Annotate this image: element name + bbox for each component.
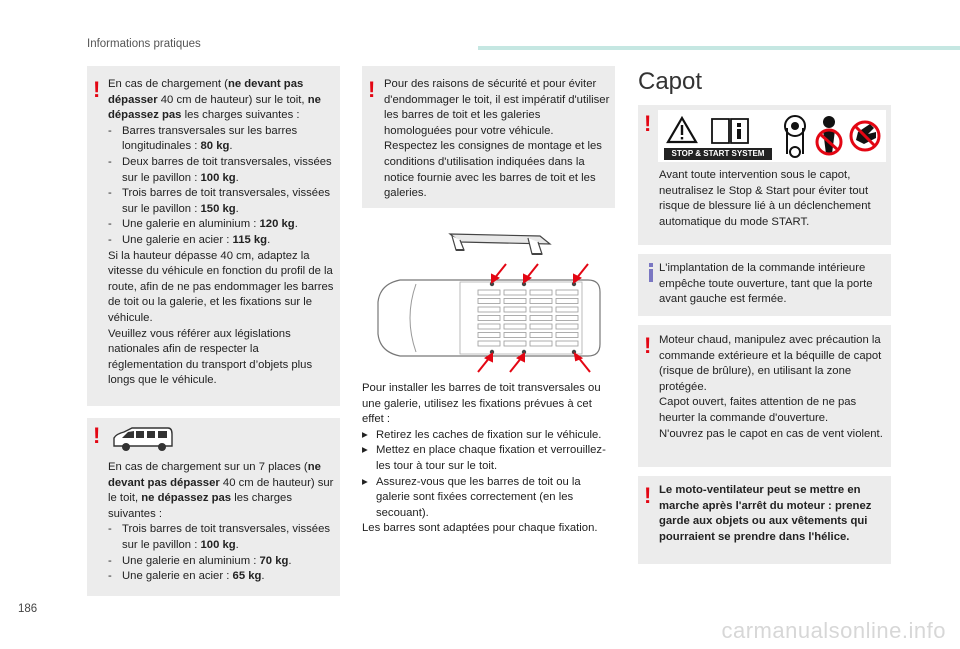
list-item: - Une galerie en acier : 65 kg. [108, 570, 265, 583]
no-tie-icon [814, 114, 844, 158]
list-item: - Trois barres de toit transversales, vissées sur le pavillon : 150 kg. [108, 187, 331, 215]
safety-text: Pour des raisons de sécurité et pour éviter d'endommager le toit, il est impératif d'utiliser les barres de toit et les galeries homologuées pour votre véhicule. Respectez les consignes de montage et les conditions d'utilisation indiquées dans la notice fournie avec les barres de toit et les galeries. [384, 78, 610, 200]
list-item: - Deux barres de toit transversales, vissées sur le pavillon : 100 kg. [108, 155, 332, 184]
watermark: carmanualsonline.info [721, 618, 946, 643]
stop-start-text: Avant toute intervention sous le capot, neutralisez le Stop & Start pour éviter tout risque de blessure lié à un déclenchement automatique du mode START. [659, 169, 871, 228]
warning-icon: ! [93, 77, 101, 102]
roof-bar-illustration [446, 224, 556, 260]
step-item: ▸ Assurez-vous que les barres de toit ou la galerie sont fixées correctement (en les secouant). [362, 475, 581, 519]
step-item: ▸ Retirez les caches de fixation sur le véhicule. [362, 428, 602, 441]
installation-instructions: Pour installer les barres de toit transversales ou une galerie, utilisez les fixations prévues à cet effet : ▸ Retirez les caches de fixation sur le véhicule. ▸ Mettez en place chaque fixation et verrouillez-les tour à tour sur le toit. ▸ Assurez-vous que les barres de toit ou la galerie sont fixées correctement (en les secouant). Les barres sont adaptées pour chaque fixation. [362, 381, 616, 537]
warning-pictograms [658, 110, 886, 162]
warning-icon: ! [644, 483, 652, 508]
warning-icon: ! [644, 333, 652, 358]
no-hand-icon [848, 118, 882, 154]
warning-icon: ! [644, 111, 652, 136]
section-heading-capot: Capot [638, 68, 703, 95]
hot-engine-text: Moteur chaud, manipulez avec précaution la commande extérieure et la béquille de capot (risque de brûlure), en utilisant la zone protégée. Capot ouvert, faites attention de ne pas heurter la commande d'ouverture. N'ouvrez pas le capot en cas de vent violent. [659, 334, 883, 440]
list-item: - Trois barres de toit transversales, vissées sur le pavillon : 100 kg. [108, 523, 331, 551]
fan-belt-icon [782, 114, 808, 158]
section-title: Informations pratiques [87, 38, 201, 50]
list-item: - Une galerie en aluminium : 120 kg. [108, 218, 298, 231]
list-item: - Barres transversales sur les barres longitudinales : 80 kg. [108, 124, 298, 153]
step-item: ▸ Mettez en place chaque fixation et verrouillez-les tour à tour sur le toit. [362, 444, 606, 472]
stop-start-badge: STOP & START SYSTEM [664, 148, 772, 160]
van-icon [110, 426, 176, 454]
van-roof-top-view [368, 262, 608, 374]
warning-icon: ! [93, 423, 101, 448]
info-icon [649, 263, 653, 282]
list-item: - Une galerie en acier : 115 kg. [108, 233, 271, 246]
page-number: 186 [18, 603, 38, 615]
info-text: L'implantation de la commande intérieure empêche toute ouverture, tant que la porte avant gauche est fermée. [659, 262, 873, 306]
header-accent-bar [478, 46, 960, 50]
roof-load-text: En cas de chargement (ne devant pas dépasser 40 cm de hauteur) sur le toit, ne dépassez pas les charges suivantes : - Barres transversales sur les barres longitudinales : 80 kg. - Deux barres de toit transversales, vissées sur le pavillon : 100 kg. - Trois barres de toit transversales, vissées sur le pavillon : 150 kg. - Une galerie en aluminium : 120 kg. - Une galerie en acier : 115 kg. Si la hauteur dépasse 40 cm, adaptez la vitesse du véhicule en fonction du profil de la route, afin de ne pas endommager les barres de toit ou la galerie, et les fixations sur le véhicule. Veuillez vous référer aux législations nationales afin de respecter la réglementation du transport d’objets plus longs que le véhicule. [108, 77, 336, 389]
list-item: - Une galerie en aluminium : 70 kg. [108, 554, 292, 567]
seven-seat-text: En cas de chargement sur un 7 places (ne devant pas dépasser 40 cm de hauteur) sur le toit, ne dépassez pas les charges suivantes : - Trois barres de toit transversales, vissées sur le pavillon : 100 kg. - Une galerie en aluminium : 70 kg. - Une galerie en acier : 65 kg. [108, 460, 336, 585]
fan-warning-text: Le moto-ventilateur peut se mettre en marche après l'arrêt du moteur : prenez garde aux objets ou aux vêtements qui pourraient se prendre dans l'hélice. [659, 484, 872, 543]
warning-icon: ! [368, 77, 376, 102]
manual-book-icon [710, 115, 750, 145]
caution-triangle-icon [666, 116, 698, 144]
